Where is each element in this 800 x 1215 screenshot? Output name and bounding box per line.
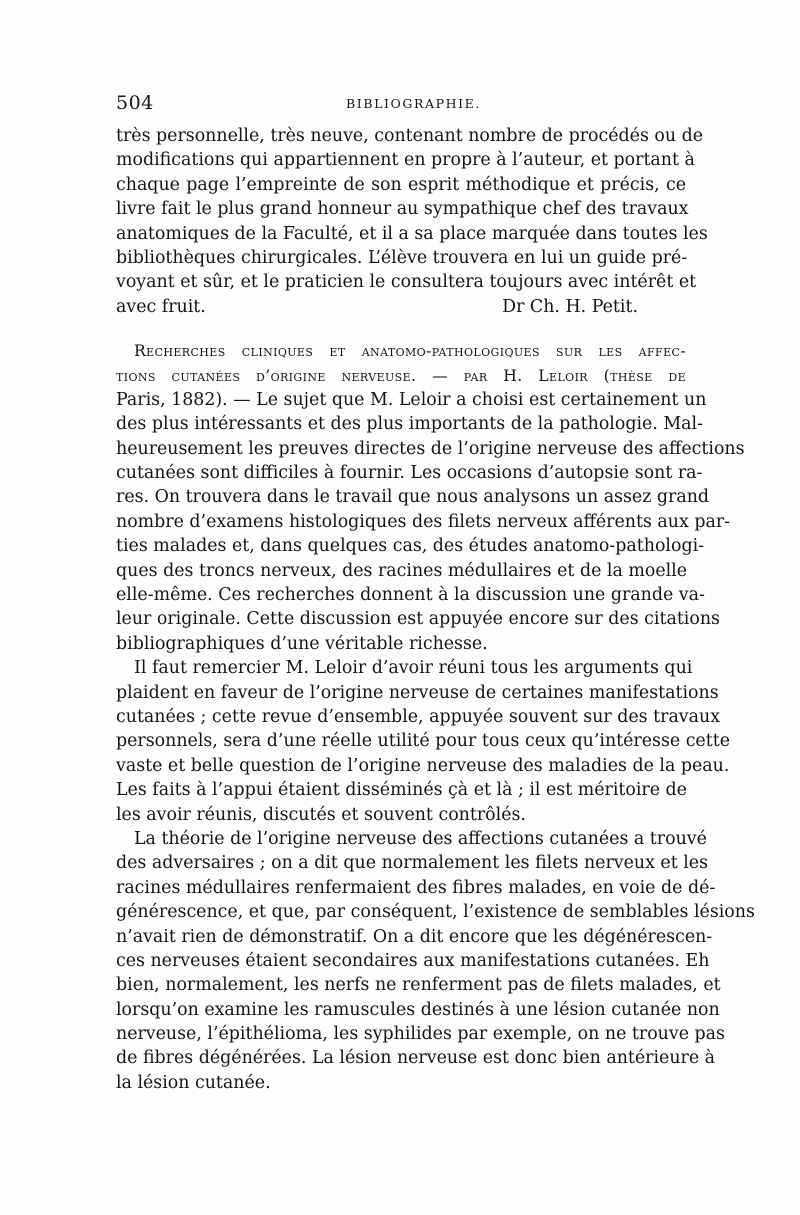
- text-line: personnels, sera d’une réelle utilité pour tous ceux qu’intéresse cette: [116, 731, 730, 752]
- text-line: elle-même. Ces recherches donnent à la discussion une grande va-: [116, 585, 705, 606]
- text-line: cutanées ; cette revue d’ensemble, appuyée souvent sur des travaux: [116, 706, 721, 727]
- text-line: chaque page l’empreinte de son esprit méthodique et précis, ce: [116, 174, 686, 195]
- text-line: de fibres dégénérées. La lésion nerveuse est donc bien antérieure à: [116, 1048, 716, 1069]
- text-line: ties malades et, dans quelques cas, des études anatomo-pathologi-: [116, 536, 705, 557]
- body-text: [116, 124, 755, 1095]
- text-line: bibliographiques d’une véritable richesse.: [116, 633, 488, 654]
- text-line: nerveuse, l’épithélioma, les syphilides par exemple, on ne trouve pas: [116, 1024, 725, 1045]
- running-title: BIBLIOGRAPHIE.: [346, 96, 481, 111]
- page-number: 504: [116, 92, 154, 114]
- text-line: plaident en faveur de l’origine nerveuse de certaines manifestations: [116, 682, 719, 703]
- text-line: cutanées sont difficiles à fournir. Les occasions d’autopsie sont ra-: [116, 463, 703, 484]
- text-line: leur originale. Cette discussion est appuyée encore sur des citations: [116, 609, 720, 630]
- author-signature: Dr Ch. H. Petit.: [502, 296, 638, 317]
- text-line: bien, normalement, les nerfs ne renferment pas de filets malades, et: [116, 975, 721, 996]
- final-text: avec fruit.: [116, 296, 206, 317]
- text-line: modifications qui appartiennent en propre à l’auteur, et portant à: [116, 150, 695, 171]
- text-line: des plus intéressants et des plus importants de la pathologie. Mal-: [116, 414, 703, 435]
- text-line: voyant et sûr, et le praticien le consultera toujours avec intérêt et: [116, 272, 697, 293]
- text-line: res. On trouvera dans le travail que nous analysons un assez grand: [116, 487, 710, 508]
- review-entry: [116, 339, 755, 1095]
- text-line: ques des troncs nerveux, des racines médullaires et de la moelle: [116, 560, 688, 581]
- review-title-line: tions cutanées d’origine nerveuse. — par H. Leloir (thèse de: [116, 366, 686, 385]
- text-line: des adversaires ; on a dit que normalement les filets nerveux et les: [116, 853, 709, 874]
- previous-review-ending: [116, 124, 708, 319]
- running-head: [116, 92, 686, 118]
- review-title-line: Recherches cliniques et anatomo-pathologiques sur les affec-: [134, 342, 686, 361]
- text-line: n’avait rien de démonstratif. On a dit encore que les dégénérescen-: [116, 926, 713, 947]
- section-gap: [116, 319, 686, 339]
- signature-line: [116, 295, 686, 319]
- text-line: Paris, 1882). — Le sujet que M. Leloir a choisi est certainement un: [116, 389, 707, 410]
- text-line: Il faut remercier M. Leloir d’avoir réuni tous les arguments qui: [134, 658, 693, 679]
- text-line: très personnelle, très neuve, contenant nombre de procédés ou de: [116, 126, 704, 146]
- text-line: les avoir réunis, discutés et souvent contrôlés.: [116, 804, 526, 825]
- text-line: lorsqu’on examine les ramuscules destinés à une lésion cutanée non: [116, 999, 720, 1020]
- text-line: anatomiques de la Faculté, et il a sa place marquée dans toutes les: [116, 223, 708, 244]
- text-line: livre fait le plus grand honneur au sympathique chef des travaux: [116, 199, 689, 220]
- text-line: bibliothèques chirurgicales. L’élève trouvera en lui un guide pré-: [116, 247, 688, 268]
- text-line: la lésion cutanée.: [116, 1072, 271, 1093]
- text-line: nombre d’examens histologiques des filets nerveux afférents aux par-: [116, 511, 731, 532]
- text-line: racines médullaires renfermaient des fibres malades, en voie de dé-: [116, 877, 716, 898]
- text-line: Les faits à l’appui étaient disséminés çà et là ; il est méritoire de: [116, 780, 687, 801]
- text-line: La théorie de l’origine nerveuse des affections cutanées a trouvé: [134, 828, 707, 849]
- text-line: ces nerveuses étaient secondaires aux manifestations cutanées. Eh: [116, 950, 710, 971]
- text-line: vaste et belle question de l’origine nerveuse des maladies de la peau.: [116, 755, 730, 776]
- text-line: générescence, et que, par conséquent, l’existence de semblables lésions: [116, 902, 755, 923]
- text-line: heureusement les preuves directes de l’origine nerveuse des affections: [116, 438, 745, 459]
